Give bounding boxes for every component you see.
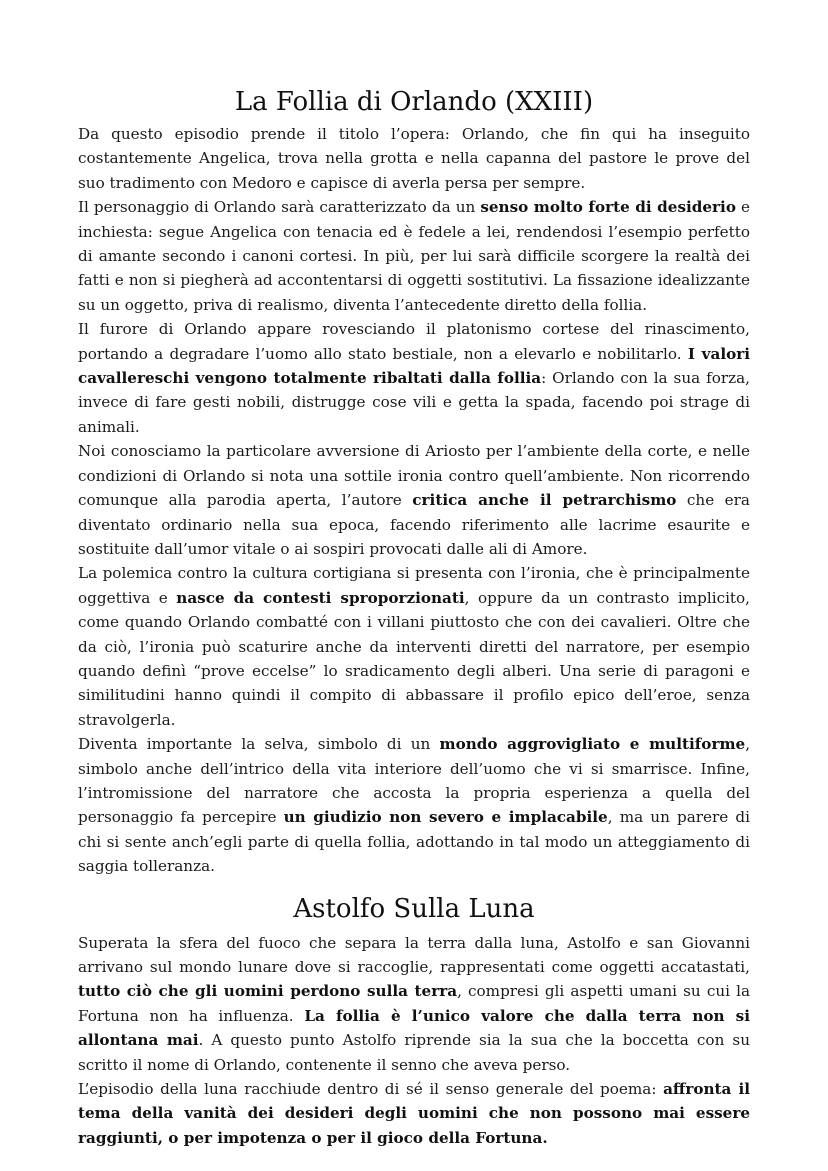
text-run: , compresi gli aspetti umani su cui la Fortuna non ha influenza. [78, 982, 750, 1025]
paragraph [78, 122, 750, 195]
bold-text: affronta il tema della vanità dei desideri degli uomini che non possono mai essere raggiunti, o per impotenza o per il gioco della Fortuna. [78, 1080, 750, 1147]
text-run: La polemica contro la cultura cortigiana si presenta con l’ironia, che è principalmente oggettiva e [78, 564, 750, 607]
text-run: Superata la sfera del fuoco che separa la terra dalla luna, Astolfo e san Giovanni arrivano sul mondo lunare dove si raccoglie, rappresentati come oggetti accatastati, [78, 933, 750, 976]
text-run: L’episodio della luna racchiude dentro di sé il senso generale del poema: [78, 1080, 664, 1099]
text-run: , oppure da un contrasto implicito, come quando Orlando combatté con i villani piuttosto che con dei cavalieri. Oltre che da ciò, l’ironia può scaturire anche da interventi diretti del narratore, per esempio quando definì “prove eccelse” lo sradicamento degli alberi. Una serie di paragoni e similitudini hanno quindi il compito di abbassare il profilo epico dell’eroe, senza stravolgerla. [78, 588, 751, 729]
document-page [78, 84, 750, 1150]
text-run: Il personaggio di Orlando sarà caratterizzato da un [78, 198, 481, 217]
text-run: , simbolo anche dell’intrico della vita interiore dell’uomo che vi si smarrisce. Infine, l’intromissione del narratore che accosta la propria esperienza a quella del personaggio fa percepire [78, 735, 751, 827]
section-body-astolfo-luna [78, 931, 750, 1151]
section-body-follia-orlando [78, 122, 750, 879]
bold-text: senso molto forte di desiderio [480, 198, 736, 217]
text-run: che era diventato ordinario nella sua epoca, facendo riferimento alle lacrime esaurite e sostituite dall’umor vitale o ai sospiri provocati dalle ali di Amore. [78, 491, 750, 558]
bold-text: nasce da contesti sproporzionati [176, 588, 465, 607]
text-run: Il furore di Orlando appare rovesciando il platonismo cortese del rinascimento, portando a degradare l’uomo allo stato bestiale, non a elevarlo e nobilitarlo. [78, 320, 750, 363]
section-title-follia-orlando: La Follia di Orlando (XXIII) [234, 87, 594, 117]
bold-text: un giudizio non severo e implacabile [283, 808, 608, 827]
paragraph [78, 931, 750, 1077]
bold-text: I valori cavallereschi vengono totalmente ribaltati dalla follia [78, 344, 750, 388]
paragraph [78, 732, 750, 878]
text-run: Da questo episodio prende il titolo l’opera: Orlando, che fin qui ha inseguito costantemente Angelica, trova nella grotta e nella capanna del pastore le prove del suo tradimento con Medoro e capisce di averla persa per sempre. [78, 125, 750, 192]
bold-text: mondo aggrovigliato e multiforme [439, 735, 746, 754]
text-run: Diventa importante la selva, simbolo di un [78, 735, 440, 754]
paragraph [78, 561, 750, 732]
bold-text: tutto ciò che gli uomini perdono sulla terra [78, 982, 458, 1001]
text-run: e inchiesta: segue Angelica con tenacia ed è fedele a lei, rendendosi l’esempio perfetto di amante secondo i canoni cortesi. In più, per lui sarà difficile scorgere la realtà dei fatti e non si piegherà ad accontentarsi di oggetti sostitutivi. La fissazione idealizzante su un oggetto, priva di realismo, diventa l’antecedente diretto della follia. [78, 198, 750, 314]
paragraph [78, 317, 750, 439]
bold-text: critica anche il petrarchismo [412, 491, 677, 510]
text-run: Noi conosciamo la particolare avversione di Ariosto per l’ambiente della corte, e nelle condizioni di Orlando si nota una sottile ironia contro quell’ambiente. Non ricorrendo comunque alla parodia aperta, l’autore [78, 442, 750, 510]
paragraph [78, 439, 750, 561]
paragraph [78, 195, 750, 317]
paragraph [78, 1077, 750, 1150]
text-run: : Orlando con la sua forza, invece di fare gesti nobili, distrugge cose vili e getta la spada, facendo poi strage di animali. [78, 369, 750, 436]
bold-text: La follia è l’unico valore che dalla terra non si allontana mai [78, 1006, 750, 1050]
section-title-astolfo-luna: Astolfo Sulla Luna [293, 893, 535, 924]
text-run: , ma un parere di chi si sente anch’egli parte di quella follia, adottando in tal modo un atteggiamento di saggia tolleranza. [78, 808, 751, 876]
text-run: . A questo punto Astolfo riprende sia la sua che la boccetta con su scritto il nome di Orlando, contenente il senno che aveva perso. [78, 1031, 750, 1074]
